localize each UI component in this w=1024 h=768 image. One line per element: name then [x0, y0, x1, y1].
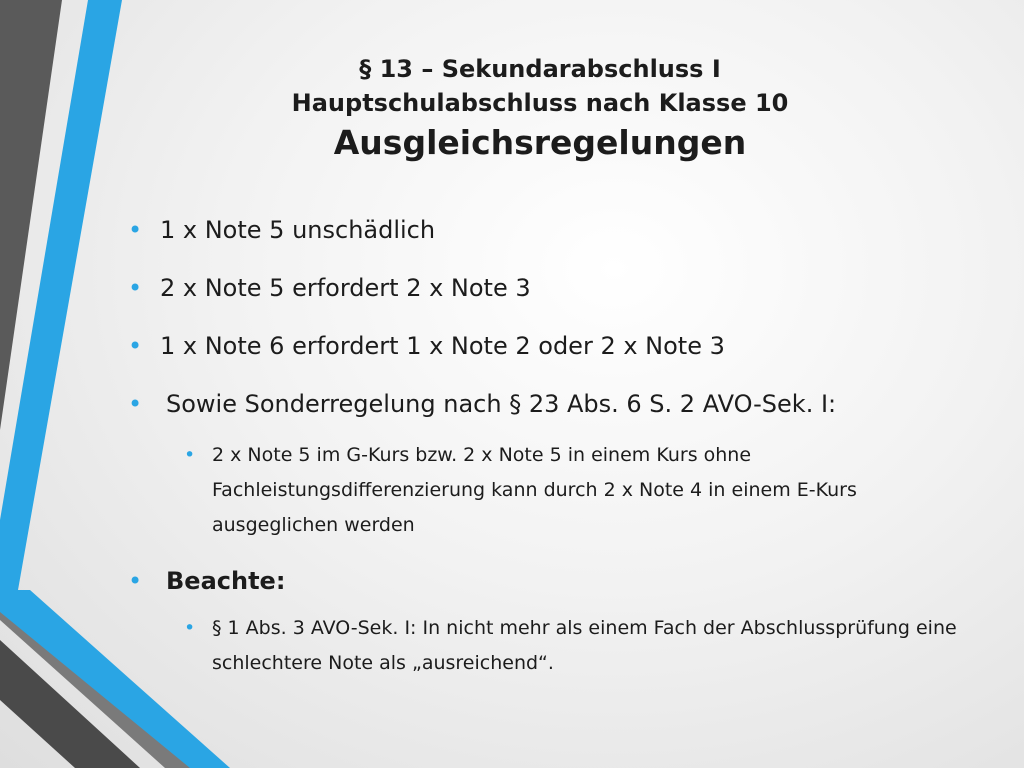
sub-list-item	[184, 438, 968, 543]
list-item	[128, 214, 968, 246]
list-item-text: 1 x Note 6 erfordert 1 x Note 2 oder 2 x Note 3	[160, 332, 725, 360]
sub-list-item-text: § 1 Abs. 3 AVO-Sek. I: In nicht mehr als einem Fach der Abschlussprüfung eine schlechtere Note als „ausreichend“.	[212, 617, 957, 674]
title-line-2: Hauptschulabschluss nach Klasse 10	[291, 89, 789, 117]
title-line-3: Ausgleichsregelungen	[333, 123, 747, 162]
list-item	[128, 330, 968, 362]
sub-bullet-icon: •	[184, 617, 196, 639]
bullet-icon: •	[128, 567, 143, 595]
list-item-text: 1 x Note 5 unschädlich	[160, 216, 436, 244]
sub-list-item-text: 2 x Note 5 im G-Kurs bzw. 2 x Note 5 in einem Kurs ohne Fachleistungsdifferenzierung kann durch 2 x Note 4 in einem E-Kurs ausgeglichen werden	[212, 444, 857, 536]
list-item-text: 2 x Note 5 erfordert 2 x Note 3	[160, 274, 531, 302]
bullet-icon: •	[128, 274, 143, 302]
sub-list-item	[184, 611, 968, 681]
bullet-icon: •	[128, 332, 143, 360]
slide-title	[160, 52, 920, 166]
list-item	[128, 565, 968, 597]
list-item-text: Sowie Sonderregelung nach § 23 Abs. 6 S. 2 AVO-Sek. I:	[166, 390, 837, 418]
sub-bullet-icon: •	[184, 444, 196, 466]
bullet-icon: •	[128, 216, 143, 244]
title-line-1: § 13 – Sekundarabschluss I	[359, 55, 721, 83]
bullet-list	[128, 214, 968, 703]
bullet-icon: •	[128, 390, 143, 418]
list-item	[128, 272, 968, 304]
list-item-text: Beachte:	[166, 567, 286, 595]
list-item	[128, 388, 968, 420]
